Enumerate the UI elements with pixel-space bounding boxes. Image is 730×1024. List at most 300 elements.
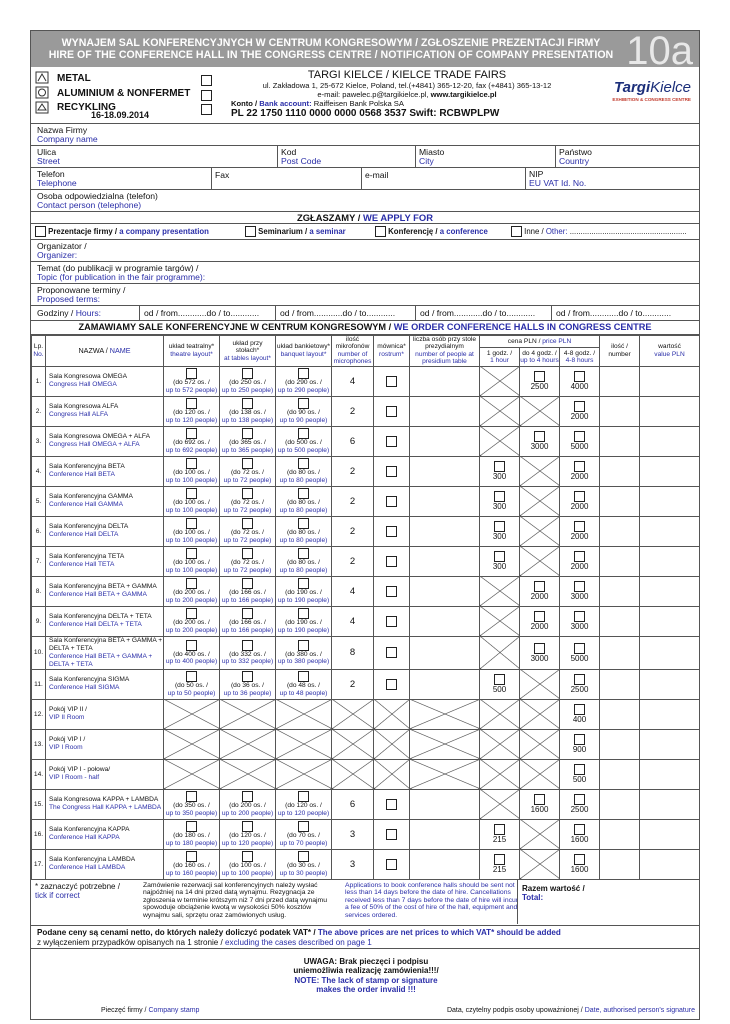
banquet-layout-checkbox[interactable]: [298, 548, 309, 559]
rostrum-checkbox[interactable]: [386, 466, 397, 477]
cap-up: up to: [279, 506, 297, 514]
seminar-checkbox[interactable]: [245, 226, 256, 237]
cap-pre: (do: [173, 589, 185, 597]
cap-value-en: 50: [184, 689, 192, 697]
cap-mid: os. /: [195, 559, 210, 567]
event-recycling: RECYKLING: [57, 102, 116, 113]
tables-layout-checkbox[interactable]: [242, 671, 253, 682]
option-conference[interactable]: [375, 224, 488, 239]
fax-field[interactable]: [215, 170, 229, 180]
cap-up: up to: [221, 626, 239, 634]
cap-value-en: 72: [240, 476, 248, 484]
cap-post: people): [303, 536, 328, 544]
theatre-layout-checkbox[interactable]: [186, 578, 197, 589]
quantity-cell[interactable]: [600, 396, 640, 426]
hall-name-en: Congress Hall ALFA: [49, 411, 109, 419]
theatre-layout-checkbox[interactable]: [186, 640, 197, 651]
hall-name: [46, 849, 164, 879]
cap-value: 72: [242, 559, 250, 567]
tables-layout-checkbox[interactable]: [242, 398, 253, 409]
microphones: 8: [332, 636, 374, 669]
rostrum: [374, 576, 410, 606]
tables-layout-checkbox[interactable]: [242, 518, 253, 529]
other-checkbox[interactable]: [511, 226, 522, 237]
quantity-cell[interactable]: [600, 729, 640, 759]
cap-value-en: 572: [182, 386, 194, 394]
quantity-cell[interactable]: [600, 426, 640, 456]
price-1h: [480, 849, 520, 879]
row-number: 17.: [32, 849, 46, 879]
crossed-cell: [332, 759, 374, 789]
presidium-people[interactable]: [410, 789, 480, 819]
cap-pre: (do: [229, 619, 241, 627]
theatre-layout: [164, 636, 220, 669]
halls-table-body: [32, 366, 700, 879]
row-number: 16.: [32, 819, 46, 849]
microphones: 4: [332, 576, 374, 606]
cap-value-en: 72: [240, 536, 248, 544]
price-8h-value: 2000: [570, 502, 589, 512]
banquet-layout-checkbox[interactable]: [298, 488, 309, 499]
price-1h-value: 215: [492, 835, 507, 845]
cap-pre: (do: [286, 832, 299, 840]
quantity-cell[interactable]: [600, 576, 640, 606]
presentation-checkbox[interactable]: [35, 226, 46, 237]
price-8h-checkbox[interactable]: [574, 401, 585, 412]
col-1h-pl: 1 godz. /: [486, 349, 513, 357]
col-8h-pl: 4-8 godz. /: [563, 349, 596, 357]
price-1h-checkbox[interactable]: [494, 854, 505, 865]
presidium-people[interactable]: [410, 426, 480, 456]
rostrum-checkbox[interactable]: [386, 496, 397, 507]
price-8h-value: 2000: [570, 532, 589, 542]
price-8h-checkbox[interactable]: [574, 521, 585, 532]
quantity-cell[interactable]: [600, 366, 640, 396]
cap-pre: (do: [173, 619, 185, 627]
cap-mid: os. /: [195, 619, 210, 627]
crossed-cell: [520, 819, 560, 849]
quantity-cell[interactable]: [600, 636, 640, 669]
col-mic-en: number of microphones: [333, 350, 372, 366]
hall-name: [46, 699, 164, 729]
presidium-people[interactable]: [410, 819, 480, 849]
rostrum: [374, 456, 410, 486]
banquet-layout-checkbox[interactable]: [298, 608, 309, 619]
organizer-row[interactable]: [31, 240, 699, 262]
conference-checkbox[interactable]: [375, 226, 386, 237]
value-cell[interactable]: [640, 576, 700, 606]
quantity-cell[interactable]: [600, 759, 640, 789]
tables-layout-checkbox[interactable]: [242, 428, 253, 439]
theatre-layout-checkbox[interactable]: [186, 368, 197, 379]
order-heading: [31, 321, 699, 335]
cap-mid: os. /: [307, 589, 322, 597]
theatre-layout-checkbox[interactable]: [186, 548, 197, 559]
rostrum-checkbox[interactable]: [386, 799, 397, 810]
cap-value: 48: [298, 682, 306, 690]
rostrum-checkbox[interactable]: [386, 647, 397, 658]
quantity-cell[interactable]: [600, 819, 640, 849]
price-8h: [560, 516, 600, 546]
cap-mid: os. /: [251, 379, 266, 387]
theatre-layout-checkbox[interactable]: [186, 398, 197, 409]
order-form: [30, 30, 700, 1020]
crossed-cell: [480, 366, 520, 396]
cap-pre: (do: [285, 650, 297, 658]
city-field[interactable]: [419, 148, 444, 166]
value-cell[interactable]: [640, 426, 700, 456]
cap-value: 72: [242, 529, 250, 537]
cap-mid: os. /: [251, 619, 266, 627]
cap-mid: os. /: [251, 832, 266, 840]
theatre-layout-checkbox[interactable]: [186, 791, 197, 802]
value-cell[interactable]: [640, 669, 700, 699]
crossed-cell: [410, 699, 480, 729]
value-cell[interactable]: [640, 699, 700, 729]
rostrum-checkbox[interactable]: [386, 859, 397, 870]
cap-up: up to: [165, 809, 183, 817]
hours-slot-1[interactable]: od / from............do / to............: [139, 306, 259, 320]
cap-value-en: 365: [238, 446, 250, 454]
value-cell[interactable]: [640, 729, 700, 759]
price-8h-checkbox[interactable]: [574, 551, 585, 562]
rostrum-checkbox[interactable]: [386, 376, 397, 387]
price-8h-checkbox[interactable]: [574, 461, 585, 472]
tables-layout: [220, 486, 276, 516]
price-8h-value: 2500: [570, 685, 589, 695]
banquet-layout-checkbox[interactable]: [298, 428, 309, 439]
cap-value-en: 120: [294, 809, 306, 817]
terms-row[interactable]: [31, 284, 699, 306]
row-number: 11.: [32, 669, 46, 699]
theatre-layout-checkbox[interactable]: [186, 671, 197, 682]
tables-layout-checkbox[interactable]: [242, 608, 253, 619]
quantity-cell[interactable]: [600, 669, 640, 699]
price-8h-checkbox[interactable]: [574, 764, 585, 775]
email-field[interactable]: [365, 170, 388, 180]
value-cell[interactable]: [640, 819, 700, 849]
cap-post: people): [193, 386, 218, 394]
event-checkbox-recycling[interactable]: [201, 104, 212, 115]
presidium-people[interactable]: [410, 546, 480, 576]
hall-name: [46, 396, 164, 426]
cap-value-en: 70: [296, 839, 304, 847]
logo-sub: EXHIBITION & CONGRESS CENTRE: [612, 97, 691, 102]
apply-heading-en: WE APPLY FOR: [363, 212, 433, 223]
price-8h-checkbox[interactable]: [574, 854, 585, 865]
topic-row[interactable]: [31, 262, 699, 284]
option-seminar[interactable]: [245, 224, 346, 239]
value-cell[interactable]: [640, 849, 700, 879]
col-lp: [32, 336, 46, 367]
banquet-layout-checkbox[interactable]: [298, 791, 309, 802]
microphones: 2: [332, 546, 374, 576]
crossed-cell: [164, 759, 220, 789]
price-8h-value: 2500: [570, 805, 589, 815]
cap-value-en: 100: [182, 536, 194, 544]
price-8h-checkbox[interactable]: [574, 371, 585, 382]
company-row[interactable]: [31, 124, 699, 146]
tables-layout-checkbox[interactable]: [242, 640, 253, 651]
price-4h-checkbox[interactable]: [534, 581, 545, 592]
cap-up: up to: [221, 386, 239, 394]
banquet-layout-checkbox[interactable]: [298, 398, 309, 409]
hall-name-pl: Sala Kongresowa OMEGA: [49, 373, 128, 381]
option-presentation[interactable]: [35, 224, 209, 239]
tables-layout-checkbox[interactable]: [242, 488, 253, 499]
hall-name-pl: Sala Konferencyjna TETA: [49, 553, 125, 561]
row-number: 6.: [32, 516, 46, 546]
nip-field[interactable]: [529, 170, 586, 188]
price-8h: [560, 636, 600, 669]
tables-layout-checkbox[interactable]: [242, 578, 253, 589]
price-8h-checkbox[interactable]: [574, 491, 585, 502]
banquet-layout: [276, 819, 332, 849]
cap-pre: (do: [286, 682, 299, 690]
presidium-people[interactable]: [410, 576, 480, 606]
price-8h-checkbox[interactable]: [574, 824, 585, 835]
quantity-cell[interactable]: [600, 546, 640, 576]
value-cell[interactable]: [640, 789, 700, 819]
hall-name: [46, 759, 164, 789]
theatre-layout-checkbox[interactable]: [186, 428, 197, 439]
tables-layout-checkbox[interactable]: [242, 821, 253, 832]
phone-field[interactable]: [37, 170, 77, 188]
price-4h-checkbox[interactable]: [534, 611, 545, 622]
postcode-label: Kod: [281, 147, 297, 157]
hall-name: [46, 729, 164, 759]
quantity-cell[interactable]: [600, 699, 640, 729]
theatre-layout-checkbox[interactable]: [186, 518, 197, 529]
price-4h-value: 3000: [530, 653, 549, 663]
price-8h: [560, 606, 600, 636]
tables-layout-checkbox[interactable]: [242, 368, 253, 379]
theatre-layout-checkbox[interactable]: [186, 608, 197, 619]
price-8h: [560, 819, 600, 849]
signature-area: [31, 949, 699, 1019]
street-field[interactable]: [37, 148, 60, 166]
quantity-cell[interactable]: [600, 516, 640, 546]
cap-up: up to: [167, 689, 185, 697]
banquet-layout-checkbox[interactable]: [298, 518, 309, 529]
tables-layout-checkbox[interactable]: [242, 548, 253, 559]
col-rostrum: [374, 336, 410, 367]
banquet-layout: [276, 606, 332, 636]
hall-name-en: VIP I Room: [49, 744, 83, 752]
price-8h-checkbox[interactable]: [574, 611, 585, 622]
cap-up: up to: [165, 386, 183, 394]
quantity-cell[interactable]: [600, 456, 640, 486]
price-4h-checkbox[interactable]: [534, 643, 545, 654]
tables-layout: [220, 426, 276, 456]
price-1h-checkbox[interactable]: [494, 521, 505, 532]
cap-value: 200: [184, 589, 196, 597]
presidium-people[interactable]: [410, 366, 480, 396]
cap-value-en: 100: [238, 869, 250, 877]
theatre-layout-checkbox[interactable]: [186, 458, 197, 469]
price-8h-checkbox[interactable]: [574, 734, 585, 745]
rostrum-checkbox[interactable]: [386, 526, 397, 537]
microphones: 6: [332, 426, 374, 456]
cap-value-en: 120: [182, 416, 194, 424]
tables-layout-checkbox[interactable]: [242, 458, 253, 469]
country-label: Państwo: [559, 147, 592, 157]
banquet-layout: [276, 396, 332, 426]
option-other[interactable]: [511, 224, 687, 239]
cap-mid: os. /: [251, 862, 266, 870]
tables-layout: [220, 849, 276, 879]
presidium-people[interactable]: [410, 849, 480, 879]
banquet-layout-checkbox[interactable]: [298, 821, 309, 832]
cap-value: 166: [240, 589, 252, 597]
cap-up: up to: [165, 626, 183, 634]
price-4h-checkbox[interactable]: [534, 794, 545, 805]
country-field[interactable]: [559, 148, 592, 166]
hours-slot-2[interactable]: od / from............do / to............: [275, 306, 395, 320]
quantity-cell[interactable]: [600, 606, 640, 636]
hall-name-en: Conference Hall DELTA: [49, 531, 119, 539]
banquet-layout-checkbox[interactable]: [298, 851, 309, 862]
price-8h-value: 2000: [570, 472, 589, 482]
rostrum-checkbox[interactable]: [386, 556, 397, 567]
rostrum-checkbox[interactable]: [386, 586, 397, 597]
cap-value-en: 72: [240, 506, 248, 514]
price-1h-checkbox[interactable]: [494, 674, 505, 685]
price-8h-value: 5000: [570, 442, 589, 452]
quantity-cell[interactable]: [600, 849, 640, 879]
col-people-en: number of people at presidium table: [415, 350, 474, 366]
rostrum-checkbox[interactable]: [386, 829, 397, 840]
col-people-pl: liczba osób przy stole prezydialnym: [412, 336, 477, 351]
cap-value-en: 190: [294, 626, 306, 634]
cap-up: up to: [221, 416, 239, 424]
value-cell[interactable]: [640, 606, 700, 636]
crossed-cell: [520, 456, 560, 486]
price-1h-checkbox[interactable]: [494, 491, 505, 502]
cap-up: up to: [165, 506, 183, 514]
tables-layout-checkbox[interactable]: [242, 791, 253, 802]
presidium-people[interactable]: [410, 516, 480, 546]
presidium-people[interactable]: [410, 636, 480, 669]
banquet-layout-checkbox[interactable]: [298, 640, 309, 651]
form-number: 10a: [626, 29, 693, 73]
total-box[interactable]: [517, 880, 638, 924]
cap-mid: os. /: [307, 650, 322, 658]
cap-post: people): [303, 839, 328, 847]
value-cell[interactable]: [640, 366, 700, 396]
cap-mid: os. /: [251, 650, 266, 658]
theatre-layout-checkbox[interactable]: [186, 821, 197, 832]
hall-name-en: Conference Hall SIGMA: [49, 684, 120, 692]
value-cell[interactable]: [640, 546, 700, 576]
rostrum-checkbox[interactable]: [386, 679, 397, 690]
price-8h-checkbox[interactable]: [574, 643, 585, 654]
value-cell[interactable]: [640, 759, 700, 789]
value-cell[interactable]: [640, 456, 700, 486]
topic-label: Temat (do publikacji w programie targów) /: [37, 263, 199, 273]
price-1h-checkbox[interactable]: [494, 461, 505, 472]
price-1h-checkbox[interactable]: [494, 551, 505, 562]
responsible-row[interactable]: [31, 190, 699, 212]
price-8h-checkbox[interactable]: [574, 704, 585, 715]
postcode-field[interactable]: [281, 148, 321, 166]
cap-value-en: 166: [238, 626, 250, 634]
bank-swift: Swift: RCBWPLPW: [409, 108, 500, 119]
price-8h-checkbox[interactable]: [574, 581, 585, 592]
cap-value-en: 290: [294, 386, 306, 394]
price-8h-checkbox[interactable]: [574, 794, 585, 805]
cap-pre: (do: [173, 529, 185, 537]
event-checkbox-metal[interactable]: [201, 75, 212, 86]
price-4h-checkbox[interactable]: [534, 371, 545, 382]
presidium-people[interactable]: [410, 606, 480, 636]
quantity-cell[interactable]: [600, 789, 640, 819]
banquet-layout-checkbox[interactable]: [298, 458, 309, 469]
event-checkbox-aluminium[interactable]: [201, 90, 212, 101]
price-8h-checkbox[interactable]: [574, 431, 585, 442]
price-1h: [480, 486, 520, 516]
presidium-people[interactable]: [410, 669, 480, 699]
microphones: 2: [332, 456, 374, 486]
value-cell[interactable]: [640, 516, 700, 546]
company-label: Nazwa Firmy: [37, 125, 88, 135]
theatre-layout-checkbox[interactable]: [186, 851, 197, 862]
cap-post: people): [193, 596, 218, 604]
banquet-layout-checkbox[interactable]: [298, 368, 309, 379]
cap-value-en: 36: [240, 689, 248, 697]
banquet-layout-checkbox[interactable]: [298, 578, 309, 589]
cap-value: 80: [298, 559, 306, 567]
tables-layout: [220, 669, 276, 699]
cap-pre: (do: [229, 379, 241, 387]
theatre-layout-checkbox[interactable]: [186, 488, 197, 499]
banquet-layout-checkbox[interactable]: [298, 671, 309, 682]
rostrum-checkbox[interactable]: [386, 436, 397, 447]
hours-slot-3[interactable]: od / from............do / to............: [415, 306, 535, 320]
crossed-cell: [520, 759, 560, 789]
price-4h-checkbox[interactable]: [534, 431, 545, 442]
col-banquet: [276, 336, 332, 367]
price-8h-value: 4000: [570, 382, 589, 392]
value-cell[interactable]: [640, 636, 700, 669]
theatre-layout: [164, 789, 220, 819]
table-row: [32, 636, 700, 669]
hall-name-pl: Sala Kongresowa ALFA: [49, 403, 119, 411]
quantity-cell[interactable]: [600, 486, 640, 516]
rostrum-checkbox[interactable]: [386, 406, 397, 417]
price-4h: [520, 366, 560, 396]
organizer-website[interactable]: www.targikielce.pl: [430, 90, 497, 99]
presidium-people[interactable]: [410, 486, 480, 516]
hours-slot-4[interactable]: od / from............do / to............: [551, 306, 671, 320]
presidium-people[interactable]: [410, 456, 480, 486]
price-1h-value: 500: [492, 685, 507, 695]
rostrum-checkbox[interactable]: [386, 616, 397, 627]
cap-value: 72: [242, 469, 250, 477]
cap-post: people): [247, 689, 272, 697]
presidium-people[interactable]: [410, 396, 480, 426]
row-number: 5.: [32, 486, 46, 516]
price-8h-checkbox[interactable]: [574, 674, 585, 685]
col-price: [480, 336, 600, 348]
value-cell[interactable]: [640, 486, 700, 516]
cap-value-en: 380: [294, 658, 306, 666]
crossed-cell: [480, 729, 520, 759]
price-1h-checkbox[interactable]: [494, 824, 505, 835]
tables-layout-checkbox[interactable]: [242, 851, 253, 862]
cap-pre: (do: [229, 832, 241, 840]
value-cell[interactable]: [640, 396, 700, 426]
